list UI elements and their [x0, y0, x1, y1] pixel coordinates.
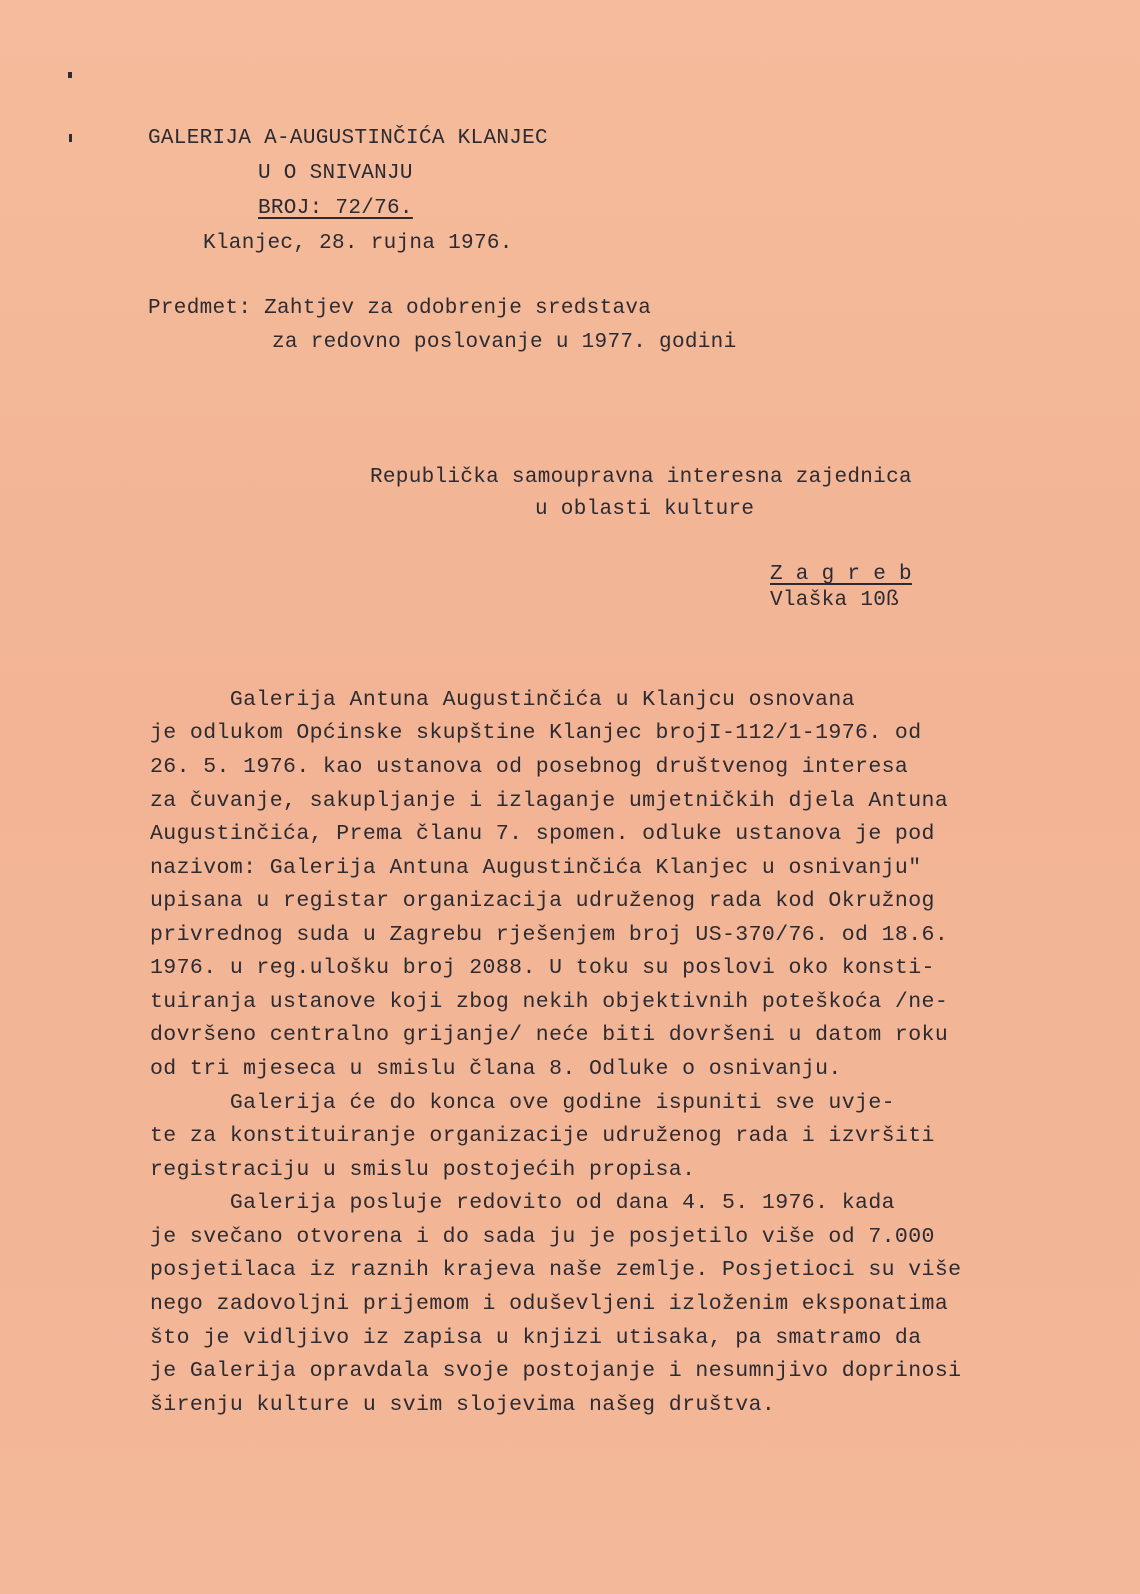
- body-line: je odlukom Općinske skupštine Klanjec brojI-112/1-1976. od: [150, 721, 922, 745]
- body-line: posjetilaca iz raznih krajeva naše zemlje. Posjetioci su više: [150, 1258, 962, 1282]
- margin-mark: [68, 72, 72, 78]
- body-line: nazivom: Galerija Antuna Augustinčića Klanjec u osnivanju": [150, 856, 922, 880]
- body-line: te za konstituiranje organizacije udruženog rada i izvršiti: [150, 1124, 935, 1148]
- recipient-line-2: u oblasti kulture: [535, 498, 755, 521]
- body-line: 26. 5. 1976. kao ustanova od posebnog društvenog interesa: [150, 755, 909, 779]
- body-line: privrednog suda u Zagrebu rješenjem broj US-370/76. od 18.6.: [150, 923, 949, 947]
- body-line: 1976. u reg.ulošku broj 2088. U toku su poslovi oko konsti-: [150, 956, 935, 980]
- body-line: tuiranja ustanove koji zbog nekih objektivnih poteškoća /ne-: [150, 990, 949, 1014]
- subject-line-1: Predmet: Zahtjev za odobrenje sredstava: [148, 297, 652, 320]
- body-line: nego zadovoljni prijemom i oduševljeni izloženim eksponatima: [150, 1292, 949, 1316]
- body-line: dovršeno centralno grijanje/ neće biti dovršeni u datom roku: [150, 1023, 949, 1047]
- body-line: upisana u registar organizacija udruženog rada kod Okružnog: [150, 889, 935, 913]
- reference-number: BROJ: 72/76.: [258, 197, 413, 220]
- body-line: što je vidljivo iz zapisa u knjizi utisaka, pa smatramo da: [150, 1326, 922, 1350]
- recipient-line-1: Republička samoupravna interesna zajednica: [370, 466, 912, 489]
- body-line: je svečano otvorena i do sada ju je posjetilo više od 7.000: [150, 1225, 935, 1249]
- recipient-street: Vlaška 10ß: [770, 589, 900, 612]
- body-line: od tri mjeseca u smislu člana 8. Odluke o osnivanju.: [150, 1057, 842, 1081]
- subject-line-2: za redovno poslovanje u 1977. godini: [272, 331, 737, 354]
- body-line: registraciju u smislu postojećih propisa.: [150, 1158, 696, 1182]
- body-line: je Galerija opravdala svoje postojanje i nesumnjivo doprinosi: [150, 1359, 962, 1383]
- place-date: Klanjec, 28. rujna 1976.: [203, 232, 513, 255]
- margin-mark: [69, 134, 72, 142]
- body-line: širenju kulture u svim slojevima našeg društva.: [150, 1393, 776, 1417]
- institution-name: GALERIJA A-AUGUSTINČIĆA KLANJEC: [148, 127, 548, 150]
- recipient-city: Z a g r e b: [770, 563, 912, 586]
- body-line: za čuvanje, sakupljanje i izlaganje umjetničkih djela Antuna: [150, 789, 949, 813]
- body-line: Galerija će do konca ove godine ispuniti sve uvje-: [150, 1091, 895, 1115]
- body-line: Galerija posluje redovito od dana 4. 5. 1976. kada: [150, 1191, 895, 1215]
- institution-status: U O SNIVANJU: [258, 162, 413, 185]
- body-line: Galerija Antuna Augustinčića u Klanjcu osnovana: [150, 688, 856, 712]
- body-line: Augustinčića, Prema članu 7. spomen. odluke ustanova je pod: [150, 822, 935, 846]
